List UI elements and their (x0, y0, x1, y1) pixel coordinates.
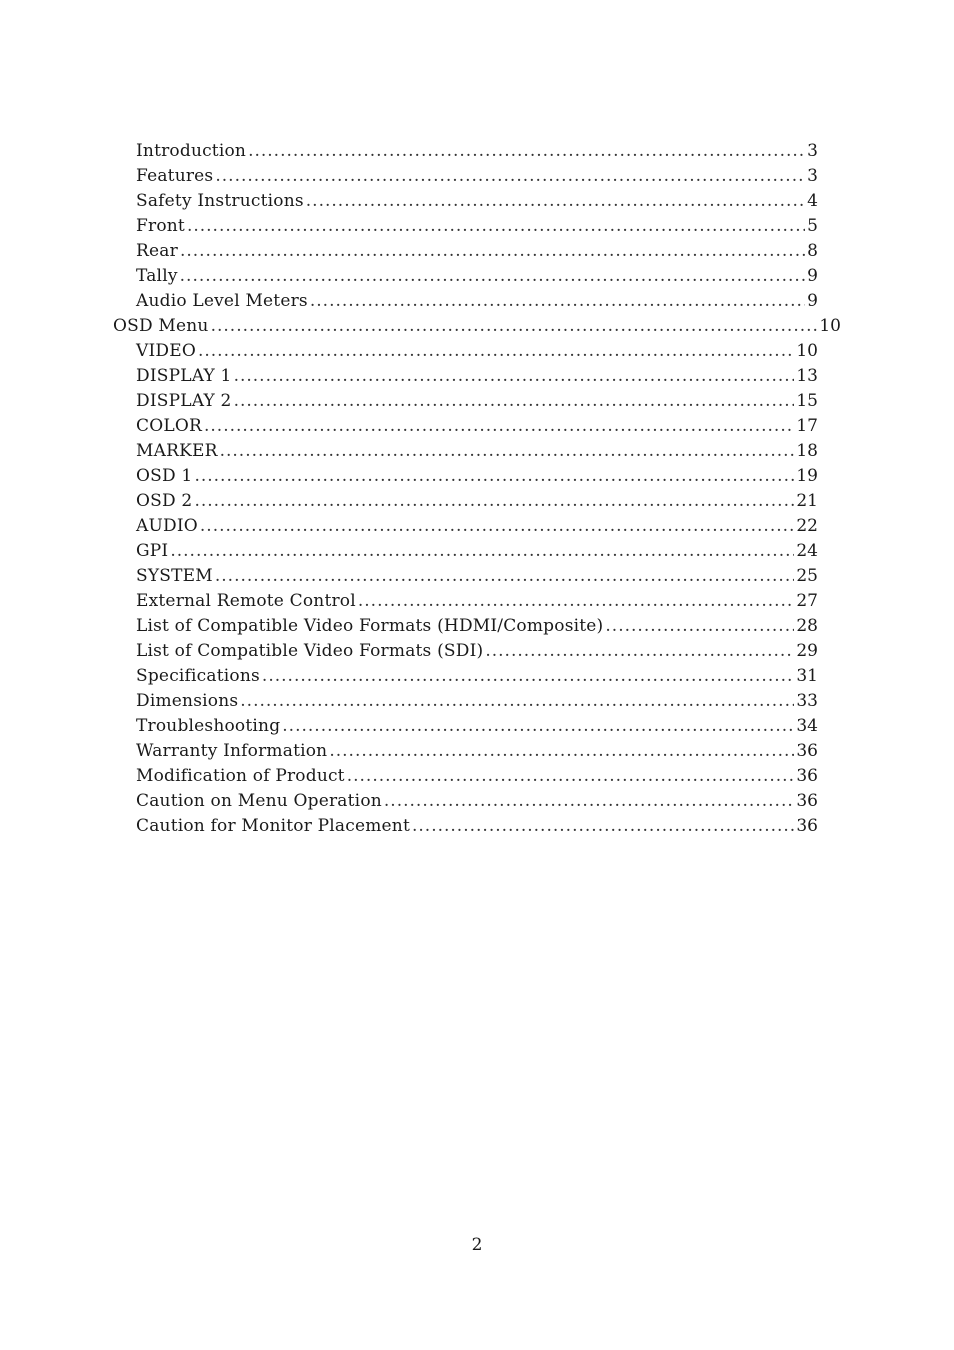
toc-entry-page: 18 (796, 441, 818, 461)
toc-entry-title: Specifications (136, 666, 260, 686)
toc-entry-page: 29 (796, 641, 818, 661)
toc-dot-leader (347, 764, 795, 789)
toc-dot-leader (485, 639, 794, 664)
toc-entry[interactable] (136, 764, 818, 789)
toc-entry[interactable] (136, 564, 818, 589)
toc-dot-leader (282, 714, 794, 739)
toc-entry[interactable] (136, 789, 818, 814)
toc-dot-leader (215, 564, 794, 589)
toc-entry-title: Safety Instructions (136, 191, 304, 211)
toc-entry-title: OSD Menu (113, 316, 209, 336)
toc-entry-title: Introduction (136, 141, 247, 161)
toc-entry-title: Caution on Menu Operation (136, 791, 382, 811)
toc-entry-page: 4 (807, 191, 818, 211)
toc-entry-page: 5 (807, 216, 818, 236)
toc-dot-leader (240, 689, 794, 714)
toc-dot-leader (384, 789, 794, 814)
toc-entry-page: 27 (796, 591, 818, 611)
toc-dot-leader (605, 614, 794, 639)
toc-entry[interactable] (136, 614, 818, 639)
toc-entry-title: Audio Level Meters (136, 291, 308, 311)
toc-entry[interactable] (136, 814, 818, 839)
toc-dot-leader (194, 489, 794, 514)
toc-entry[interactable] (136, 514, 818, 539)
toc-entry-title: Tally (136, 266, 178, 286)
toc-dot-leader (234, 389, 795, 414)
toc-dot-leader (234, 364, 795, 389)
toc-entry[interactable] (136, 264, 818, 289)
toc-entry-page: 36 (796, 791, 818, 811)
toc-entry[interactable] (136, 639, 818, 664)
toc-entry-page: 28 (796, 616, 818, 636)
toc-dot-leader (194, 464, 794, 489)
toc-entry-title: Caution for Monitor Placement (136, 816, 410, 836)
toc-dot-leader (204, 414, 794, 439)
toc-dot-leader (180, 239, 805, 264)
toc-entry-page: 3 (807, 141, 818, 161)
toc-entry[interactable] (136, 364, 818, 389)
toc-dot-leader (329, 739, 794, 764)
toc-entry[interactable] (113, 314, 841, 339)
toc-entry[interactable] (136, 389, 818, 414)
toc-dot-leader (200, 514, 794, 539)
toc-dot-leader (198, 339, 794, 364)
toc-entry[interactable] (136, 439, 818, 464)
toc-entry-title: MARKER (136, 441, 218, 461)
table-of-contents (0, 139, 954, 839)
toc-dot-leader (220, 439, 795, 464)
toc-entry-title: GPI (136, 541, 169, 561)
toc-entry[interactable] (136, 164, 818, 189)
toc-entry-page: 9 (807, 266, 818, 286)
toc-entry[interactable] (136, 489, 818, 514)
toc-entry-title: List of Compatible Video Formats (HDMI/Composite) (136, 616, 604, 636)
toc-entry-title: DISPLAY 2 (136, 391, 232, 411)
toc-entry-page: 3 (807, 166, 818, 186)
toc-entry-page: 36 (796, 766, 818, 786)
toc-entry[interactable] (136, 539, 818, 564)
toc-entry-title: Warranty Information (136, 741, 328, 761)
toc-entry[interactable] (136, 139, 818, 164)
toc-dot-leader (358, 589, 794, 614)
toc-entry-title: OSD 1 (136, 466, 193, 486)
toc-entry-page: 34 (796, 716, 818, 736)
toc-dot-leader (170, 539, 794, 564)
toc-entry[interactable] (136, 714, 818, 739)
toc-entry-title: VIDEO (136, 341, 196, 361)
toc-entry-page: 21 (796, 491, 818, 511)
toc-dot-leader (180, 264, 806, 289)
toc-dot-leader (306, 189, 805, 214)
toc-entry[interactable] (136, 289, 818, 314)
toc-entry-page: 9 (807, 291, 818, 311)
toc-entry[interactable] (136, 589, 818, 614)
toc-entry-title: Modification of Product (136, 766, 345, 786)
toc-entry-page: 17 (796, 416, 818, 436)
toc-entry[interactable] (136, 339, 818, 364)
toc-entry-title: SYSTEM (136, 566, 213, 586)
toc-entry-title: AUDIO (136, 516, 198, 536)
toc-entry-title: List of Compatible Video Formats (SDI) (136, 641, 484, 661)
page-number: 2 (471, 1235, 483, 1255)
toc-entry-page: 33 (796, 691, 818, 711)
toc-entry-page: 24 (796, 541, 818, 561)
toc-entry-page: 8 (807, 241, 818, 261)
toc-entry-page: 19 (796, 466, 818, 486)
toc-entry-page: 36 (796, 816, 818, 836)
toc-entry[interactable] (136, 189, 818, 214)
toc-entry-page: 10 (819, 316, 841, 336)
toc-entry-title: Features (136, 166, 214, 186)
toc-entry-title: Dimensions (136, 691, 239, 711)
toc-entry-title: External Remote Control (136, 591, 356, 611)
toc-entry-page: 10 (796, 341, 818, 361)
toc-dot-leader (187, 214, 805, 239)
toc-entry-page: 15 (796, 391, 818, 411)
toc-dot-leader (412, 814, 794, 839)
toc-entry-page: 36 (796, 741, 818, 761)
toc-entry-title: OSD 2 (136, 491, 193, 511)
toc-dot-leader (248, 139, 805, 164)
toc-entry-page: 13 (796, 366, 818, 386)
toc-dot-leader (262, 664, 794, 689)
toc-entry[interactable] (136, 464, 818, 489)
toc-entry-title: Rear (136, 241, 178, 261)
toc-entry[interactable] (136, 739, 818, 764)
toc-entry[interactable] (136, 414, 818, 439)
toc-entry-title: COLOR (136, 416, 202, 436)
toc-entry[interactable] (136, 239, 818, 264)
toc-entry[interactable] (136, 689, 818, 714)
toc-entry-page: 25 (796, 566, 818, 586)
toc-dot-leader (310, 289, 805, 314)
toc-entry-page: 22 (796, 516, 818, 536)
toc-dot-leader (215, 164, 805, 189)
toc-entry[interactable] (136, 664, 818, 689)
toc-entry-title: Troubleshooting (136, 716, 281, 736)
toc-dot-leader (211, 314, 818, 339)
toc-entry-title: Front (136, 216, 185, 236)
toc-entry-page: 31 (796, 666, 818, 686)
toc-entry-title: DISPLAY 1 (136, 366, 232, 386)
toc-entry[interactable] (136, 214, 818, 239)
